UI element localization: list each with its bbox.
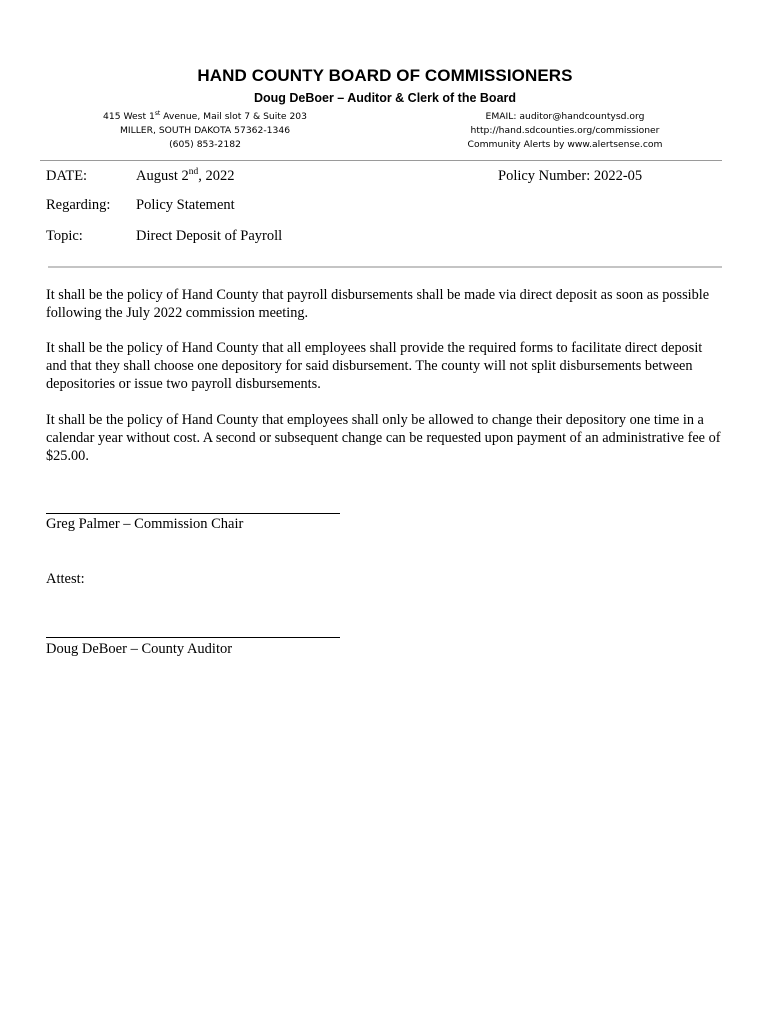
address-street-rest: Avenue, Mail slot 7 & Suite 203 bbox=[160, 111, 307, 122]
date-ordinal-suffix: nd bbox=[188, 167, 199, 178]
attest-label: Attest: bbox=[46, 571, 85, 587]
email-line: EMAIL: auditor@handcountysd.org bbox=[485, 111, 645, 122]
header-divider bbox=[40, 160, 722, 161]
date-label: DATE: bbox=[46, 168, 88, 184]
address-street-number: 415 West 1 bbox=[103, 111, 155, 122]
contact-info bbox=[420, 110, 710, 152]
phone-number: (605) 853-2182 bbox=[169, 139, 241, 150]
address-ordinal-suffix: st bbox=[154, 109, 161, 117]
policy-paragraph-3: It shall be the policy of Hand County that employees shall only be allowed to change their depository one time in a calendar year without cost. A second or subsequent change can be requested upon payment of an administrative fee of $25.00. bbox=[46, 412, 721, 464]
chair-signature-name: Greg Palmer – Commission Chair bbox=[46, 516, 244, 532]
date-year: , 2022 bbox=[198, 168, 235, 184]
document-title: HAND COUNTY BOARD OF COMMISSIONERS bbox=[197, 66, 573, 85]
topic-label: Topic: bbox=[46, 228, 83, 244]
auditor-signature-line bbox=[46, 637, 340, 638]
date-value bbox=[136, 168, 234, 185]
address-line-1 bbox=[60, 110, 350, 124]
policy-paragraph-1: It shall be the policy of Hand County that payroll disbursements shall be made via direct deposit as soon as possible following the July 2022 commission meeting. bbox=[46, 287, 710, 321]
policy-number: Policy Number: 2022-05 bbox=[498, 168, 643, 184]
chair-signature-line bbox=[46, 513, 340, 514]
mailing-address bbox=[60, 110, 350, 152]
alerts-line: Community Alerts by www.alertsense.com bbox=[467, 139, 663, 150]
date-day: August 2 bbox=[136, 168, 189, 184]
regarding-label: Regarding: bbox=[46, 197, 111, 213]
regarding-value: Policy Statement bbox=[136, 197, 235, 213]
document-subtitle: Doug DeBoer – Auditor & Clerk of the Board bbox=[253, 91, 517, 105]
auditor-signature-name: Doug DeBoer – County Auditor bbox=[46, 641, 233, 657]
topic-value: Direct Deposit of Payroll bbox=[136, 228, 283, 244]
website-line: http://hand.sdcounties.org/commissioner bbox=[470, 125, 660, 136]
policy-paragraph-2: It shall be the policy of Hand County that all employees shall provide the required forms to facilitate direct deposit and that they shall choose one depository for said disbursement. The county will not split disbursements between depositories or issue two payroll disbursements. bbox=[46, 340, 703, 392]
section-divider bbox=[48, 266, 722, 268]
address-line-2: MILLER, SOUTH DAKOTA 57362-1346 bbox=[119, 125, 291, 136]
